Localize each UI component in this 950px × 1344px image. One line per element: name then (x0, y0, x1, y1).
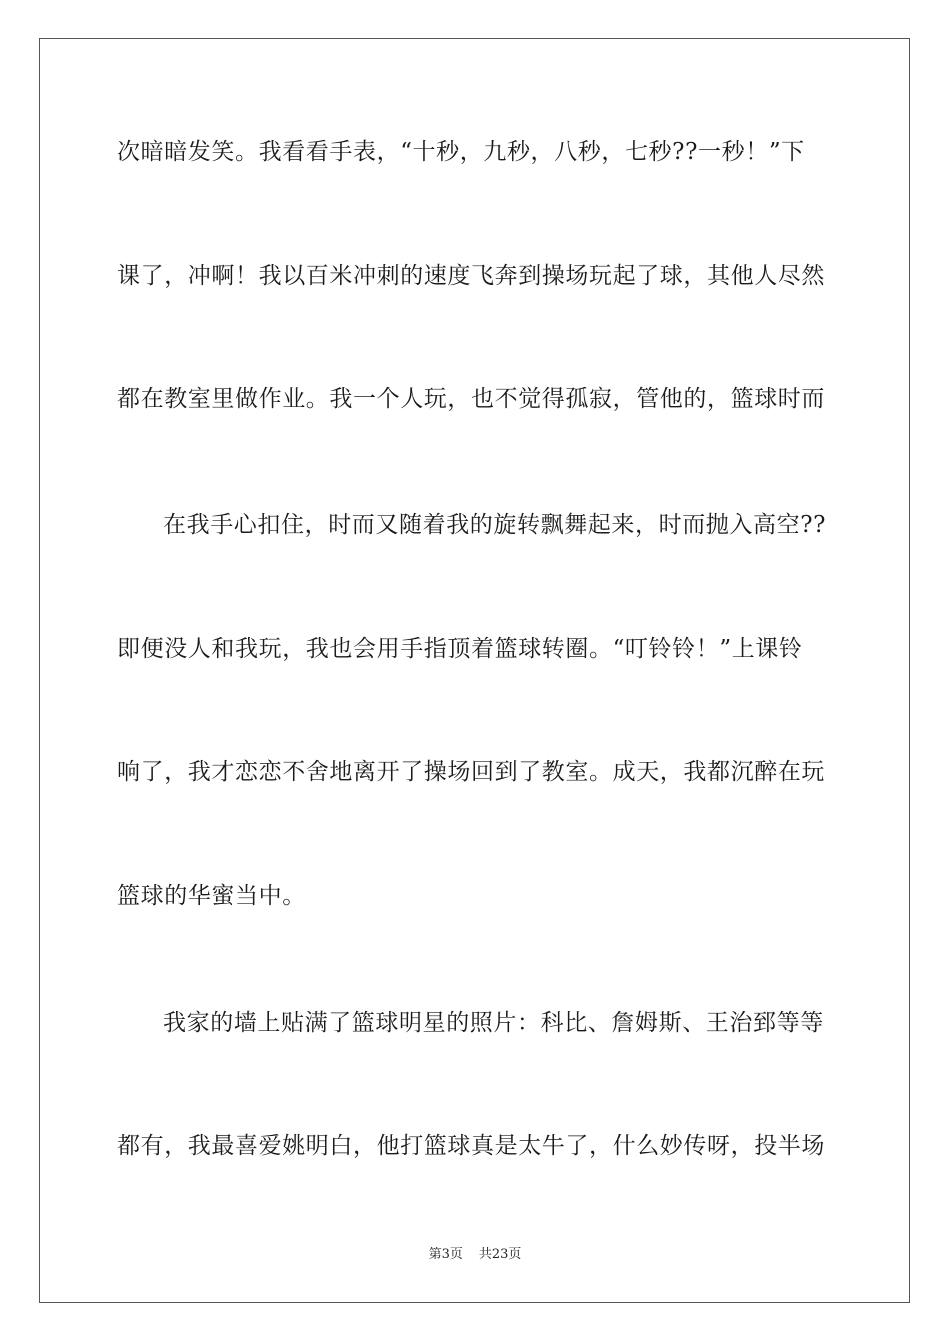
body-text-line: 都在教室里做作业。我一个人玩，也不觉得孤寂，管他的，篮球时而 (117, 386, 825, 412)
body-text-line: 响了，我才恋恋不舍地离开了操场回到了教室。成天，我都沉醉在玩 (117, 759, 825, 785)
body-text-line: 都有，我最喜爱姚明白，他打篮球真是太牛了，什么妙传呀，投半场 (117, 1133, 825, 1159)
body-text-line: 在我手心扣住，时而又随着我的旋转飘舞起来，时而抛入高空?? (163, 512, 827, 538)
body-text-line: 课了，冲啊！我以百米冲刺的速度飞奔到操场玩起了球，其他人尽然 (117, 263, 825, 289)
page-number: 第3页 (428, 1247, 463, 1262)
body-text-line: 即便没人和我玩，我也会用手指顶着篮球转圈。“叮铃铃！”上课铃 (117, 636, 803, 662)
page-frame (39, 38, 910, 1303)
body-text-line: 篮球的华蜜当中。 (117, 883, 306, 909)
body-text-line: 次暗暗发笑。我看看手表，“十秒，九秒，八秒，七秒??一秒！”下 (117, 139, 805, 165)
page-total: 共23页 (478, 1247, 522, 1262)
page-footer (0, 1246, 950, 1264)
body-text-line: 我家的墙上贴满了篮球明星的照片：科比、詹姆斯、王治郅等等 (163, 1010, 824, 1036)
